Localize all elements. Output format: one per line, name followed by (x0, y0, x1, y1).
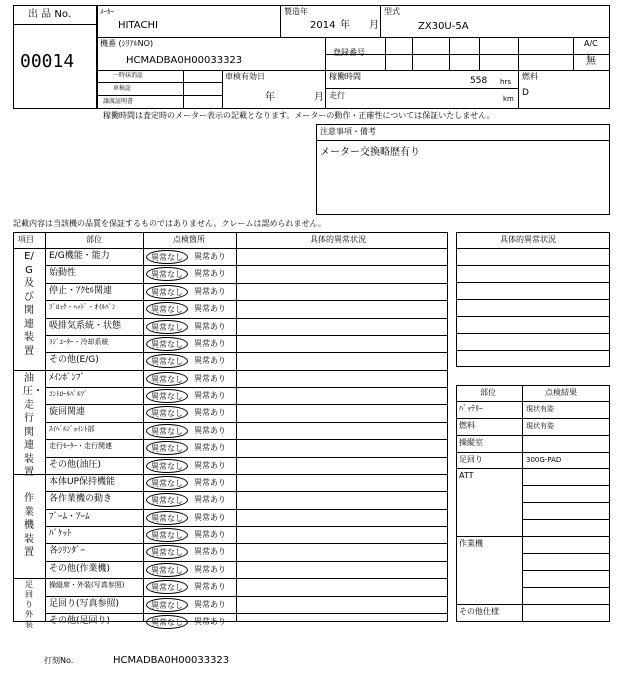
result-ok-circled: 異常なし (146, 354, 188, 368)
result-ng: 異常あり (194, 460, 226, 470)
group-label: 作業機装置 (24, 493, 34, 559)
part-name: ﾌﾞｰﾑ・ｱｰﾑ (49, 511, 90, 522)
result-ng: 異常あり (194, 616, 226, 626)
part-name: その他(作業機) (49, 563, 111, 574)
inspection-label: 車検有効日 (225, 72, 265, 81)
header-detail: 具体的異常状況 (310, 235, 366, 244)
right-result: 300G-PAD (526, 456, 562, 464)
part-name: 走行ﾓｰﾀｰ・走行関連 (49, 442, 112, 451)
right-part: 足回り (459, 455, 483, 464)
result-ok-circled: 異常なし (146, 476, 188, 490)
hours-disclaimer: 稼働時間は査定時のメーター表示の記載となります。メーターの動作・正確性については保証いたしません。 (103, 111, 495, 120)
part-name: ﾒｲﾝﾎﾟﾝﾌﾟ (49, 372, 86, 383)
result-ng: 異常あり (194, 547, 226, 557)
stamp-value: HCMADBA0H00033323 (113, 655, 230, 666)
right-detail-header: 具体的異常状況 (500, 235, 556, 244)
year-value: 2014 (310, 20, 336, 31)
right-result: 現状有姿 (526, 405, 554, 413)
permit-label-1: 一時抹消証 (113, 72, 144, 79)
result-ok-circled: 異常なし (146, 337, 188, 351)
remarks-label: 注意事項・備考 (320, 127, 376, 136)
right-part: 作業機 (459, 539, 483, 548)
part-name: ﾗｼﾞｴｰﾀｰ・冷却系統 (49, 337, 109, 346)
result-ng: 異常あり (194, 338, 226, 348)
mileage-label: 走行 (329, 91, 345, 100)
maker-value: HITACHI (118, 20, 158, 31)
right-part: ATT (459, 471, 474, 480)
result-ok-circled: 異常なし (146, 320, 188, 334)
part-name: 各ｼﾘﾝﾀﾞｰ (49, 546, 86, 557)
right-part: ﾊﾞｯﾃﾘｰ (459, 404, 483, 413)
part-name: 停止・ｱｸｾﾙ関連 (49, 285, 113, 296)
serial-label: 機番 (ｼﾘｱﾙNO) (100, 39, 154, 48)
result-ng: 異常あり (194, 425, 226, 435)
remarks-box (316, 124, 610, 215)
header-category: 項目 (18, 235, 34, 244)
result-ok-circled: 異常なし (146, 424, 188, 438)
result-ng: 異常あり (194, 530, 226, 539)
result-ng: 異常あり (194, 321, 226, 331)
result-ng: 異常あり (194, 408, 226, 418)
part-name: 本体UP保持機能 (49, 476, 116, 487)
result-ok-circled: 異常なし (146, 285, 188, 299)
inspection-month-unit: 月 (314, 92, 324, 103)
result-ok-circled: 異常なし (146, 598, 188, 612)
result-ok-circled: 異常なし (146, 250, 188, 264)
permit-label-3: 譲渡証明書 (103, 98, 134, 105)
result-ng: 異常あり (194, 304, 226, 314)
result-ok-circled: 異常なし (146, 406, 188, 420)
remarks-value: メーター交換略歴有り (320, 147, 420, 158)
ac-value: 無 (586, 56, 596, 67)
part-name: 足回り(写真参照) (49, 598, 120, 609)
result-ng: 異常あり (194, 512, 226, 522)
result-ok-circled: 異常なし (146, 528, 188, 542)
result-ng: 異常あり (194, 252, 226, 261)
permit-label-2: 車検証 (113, 85, 132, 92)
result-ok-circled: 異常なし (146, 493, 188, 507)
lot-label: 出 品 No. (28, 9, 71, 20)
year-unit: 年 (340, 20, 350, 31)
mileage-unit: km (503, 95, 514, 103)
result-ng: 異常あり (194, 356, 226, 366)
registration-label: 登録番号 (333, 48, 365, 57)
result-ng: 異常あり (194, 373, 226, 383)
group-label: 足回り外装 (25, 580, 33, 630)
result-ng: 異常あり (194, 564, 226, 574)
part-name: 旋回関連 (49, 407, 86, 418)
year-label: 製造年 (284, 7, 308, 16)
result-ok-circled: 異常なし (146, 615, 188, 629)
result-ok-circled: 異常なし (146, 441, 188, 455)
stamp-label: 打刻No. (44, 656, 74, 665)
result-ok-circled: 異常なし (146, 389, 188, 403)
right-result: 現状有姿 (526, 422, 554, 430)
hours-label: 稼働時間 (329, 72, 361, 81)
model-value: ZX30U-5A (418, 21, 469, 32)
group-label: 油圧・走行関連装置 (23, 372, 43, 479)
inspection-year-unit: 年 (265, 92, 275, 103)
result-ok-circled: 異常なし (146, 563, 188, 577)
part-name: その他(足回り) (49, 615, 111, 626)
model-label: 型式 (384, 7, 400, 16)
right-part: その他仕様 (459, 607, 499, 616)
right-header-part: 部位 (480, 388, 496, 397)
ac-label: A/C (584, 39, 598, 48)
maker-label: ﾒｰｶｰ (100, 8, 114, 16)
right-header-result: 点検結果 (545, 388, 577, 397)
lot-number: 00014 (20, 51, 75, 72)
part-name: ｽｲﾍﾞﾙｼﾞｮｲﾝﾄ部 (49, 424, 95, 433)
header-result: 点検箇所 (173, 235, 205, 244)
header-part: 部位 (86, 235, 102, 244)
group-label: E/G及び関連装置 (24, 251, 34, 357)
result-ok-circled: 異常なし (146, 545, 188, 559)
month-unit: 月 (369, 20, 379, 31)
result-ok-circled: 異常なし (146, 267, 188, 281)
result-ok-circled: 異常なし (146, 580, 188, 594)
result-ok-circled: 異常なし (146, 459, 188, 473)
part-name: 各作業機の動き (49, 494, 113, 505)
hours-value: 558 (470, 76, 488, 86)
hours-unit: hrs (500, 78, 511, 86)
right-part: 操縦室 (459, 438, 483, 447)
result-ng: 異常あり (194, 391, 226, 400)
result-ng: 異常あり (194, 477, 226, 487)
result-ng: 異常あり (194, 443, 226, 453)
part-name: 吸排気系統・状態 (49, 320, 122, 331)
result-ng: 異常あり (194, 582, 226, 592)
part-name: その他(E/G) (49, 355, 99, 366)
result-ng: 異常あり (194, 495, 226, 505)
fuel-value: D (522, 88, 529, 98)
result-ng: 異常あり (194, 599, 226, 609)
part-name: ﾊﾞｹｯﾄ (49, 529, 72, 539)
quality-disclaimer: 記載内容は当該機の品質を保証するものではありません。クレームは認められません。 (13, 219, 326, 228)
result-ok-circled: 異常なし (146, 302, 188, 316)
part-name: 始動性 (49, 268, 77, 279)
result-ok-circled: 異常なし (146, 372, 188, 386)
right-part: 燃料 (459, 421, 475, 430)
part-name: ｺﾝﾄﾛｰﾙﾊﾞﾙﾌﾞ (49, 390, 88, 398)
part-name: その他(油圧) (49, 459, 102, 470)
result-ng: 異常あり (194, 286, 226, 296)
result-ok-circled: 異常なし (146, 511, 188, 525)
serial-value: HCMADBA0H00033323 (126, 55, 243, 66)
part-name: ﾌﾞﾛｯｸ・ﾍｯﾄﾞ・ｵｲﾙﾊﾟﾝ (49, 303, 116, 312)
part-name: 操縦席・外装(写真参照) (49, 581, 125, 590)
fuel-label: 燃料 (522, 72, 538, 81)
result-ng: 異常あり (194, 269, 226, 279)
part-name: E/G機能・能力 (49, 251, 110, 261)
